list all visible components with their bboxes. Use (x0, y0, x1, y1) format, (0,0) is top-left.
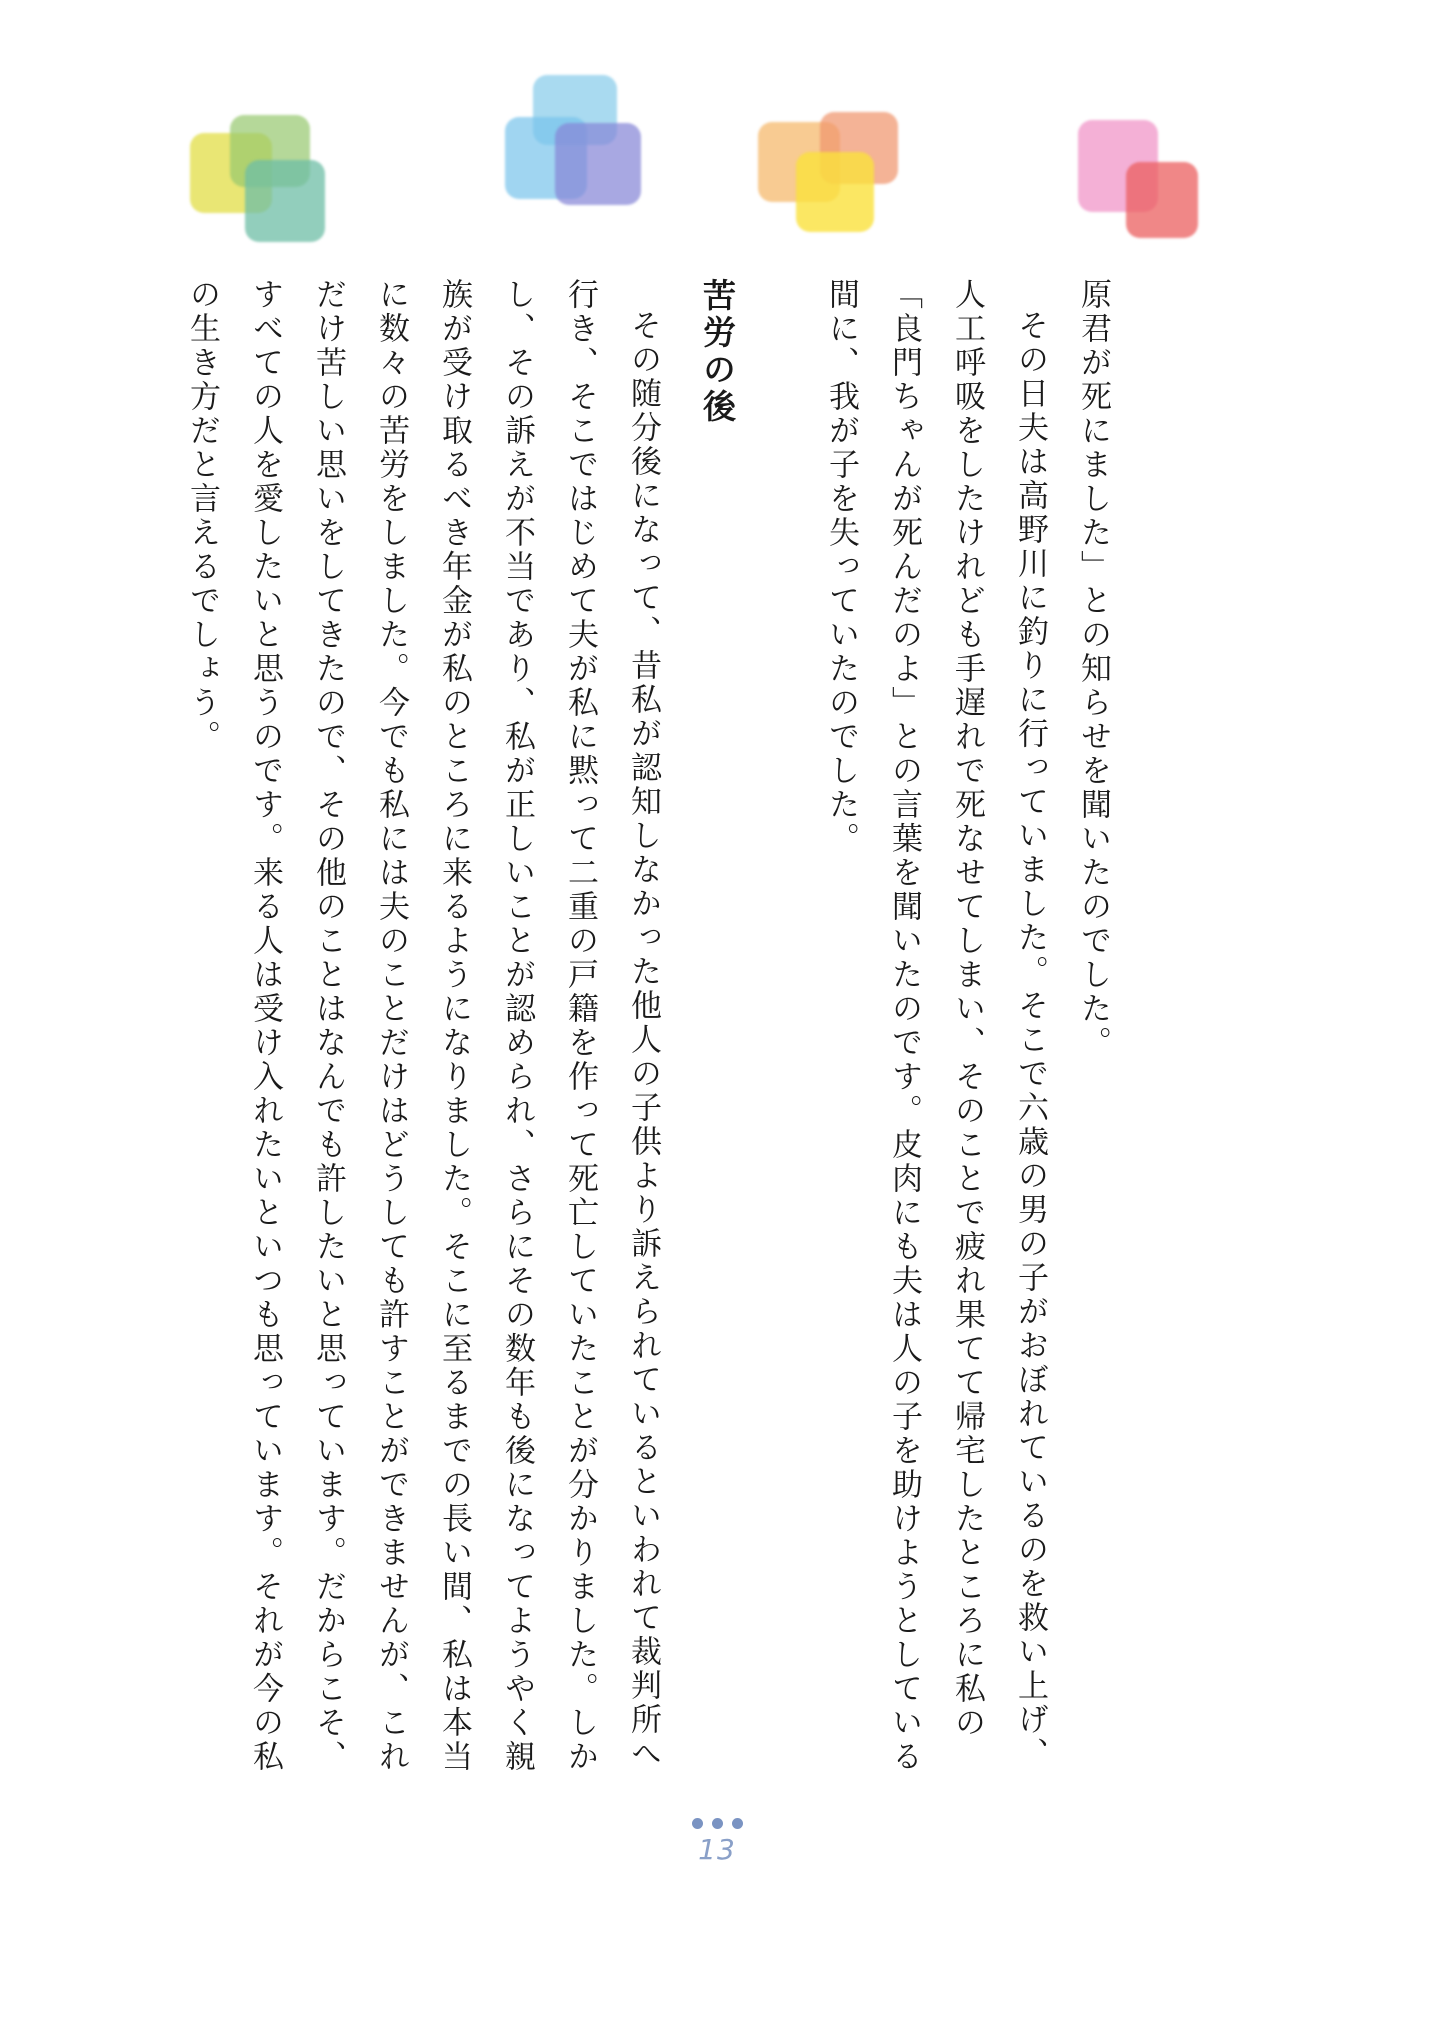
page-number: 13 (698, 1833, 736, 1866)
dots-ornament-icon (0, 1818, 1434, 1829)
page-footer (0, 1818, 1434, 1866)
watercolor-pink-squares-icon (1078, 120, 1228, 270)
watercolor-orange-squares-icon (758, 112, 908, 262)
section-heading: 苦労の後 (698, 278, 737, 426)
watercolor-green-squares-icon (190, 115, 340, 265)
watercolor-blue-squares-icon (505, 75, 655, 225)
paragraph-takano-river: その日夫は高野川に釣りに行っていました。そこで六歳の男の子がおぼれているのを救い上げ、人工呼吸をしたけれども手遅れで死なせてしまい、そのことで疲れ果てて帰宅したところに私の「良門ちゃんが死んだのよ」との言葉を聞いたのです。皮肉にも夫は人の子を助けようとしている間に、我が子を失っていたのでした。 (823, 278, 1048, 1774)
vertical-text-body (170, 278, 1124, 1778)
paragraph-after-hardship: その随分後になって、昔私が認知しなかった他人の子供より訴えられているといわれて裁判所へ行き、そこではじめて夫が私に黙って二重の戸籍を作って死亡していたことが分かりました。しかし、その訴えが不当であり、私が正しいことが認められ、さらにその数年も後になってようやく親族が受け取るべき年金が私のところに来るようになりました。そこに至るまでの長い間、私は本当に数々の苦労をしました。今でも私には夫のことだけはどうしても許すことができませんが、これだけ苦しい思いをしてきたので、その他のことはなんでも許したいと思っています。だからこそ、すべての人を愛したいと思うのです。来る人は受け入れたいといつも思っています。それが今の私の生き方だと言えるでしょう。 (184, 278, 661, 1774)
paragraph-quote-end: 原君が死にました」との知らせを聞いたのでした。 (1075, 278, 1111, 1060)
